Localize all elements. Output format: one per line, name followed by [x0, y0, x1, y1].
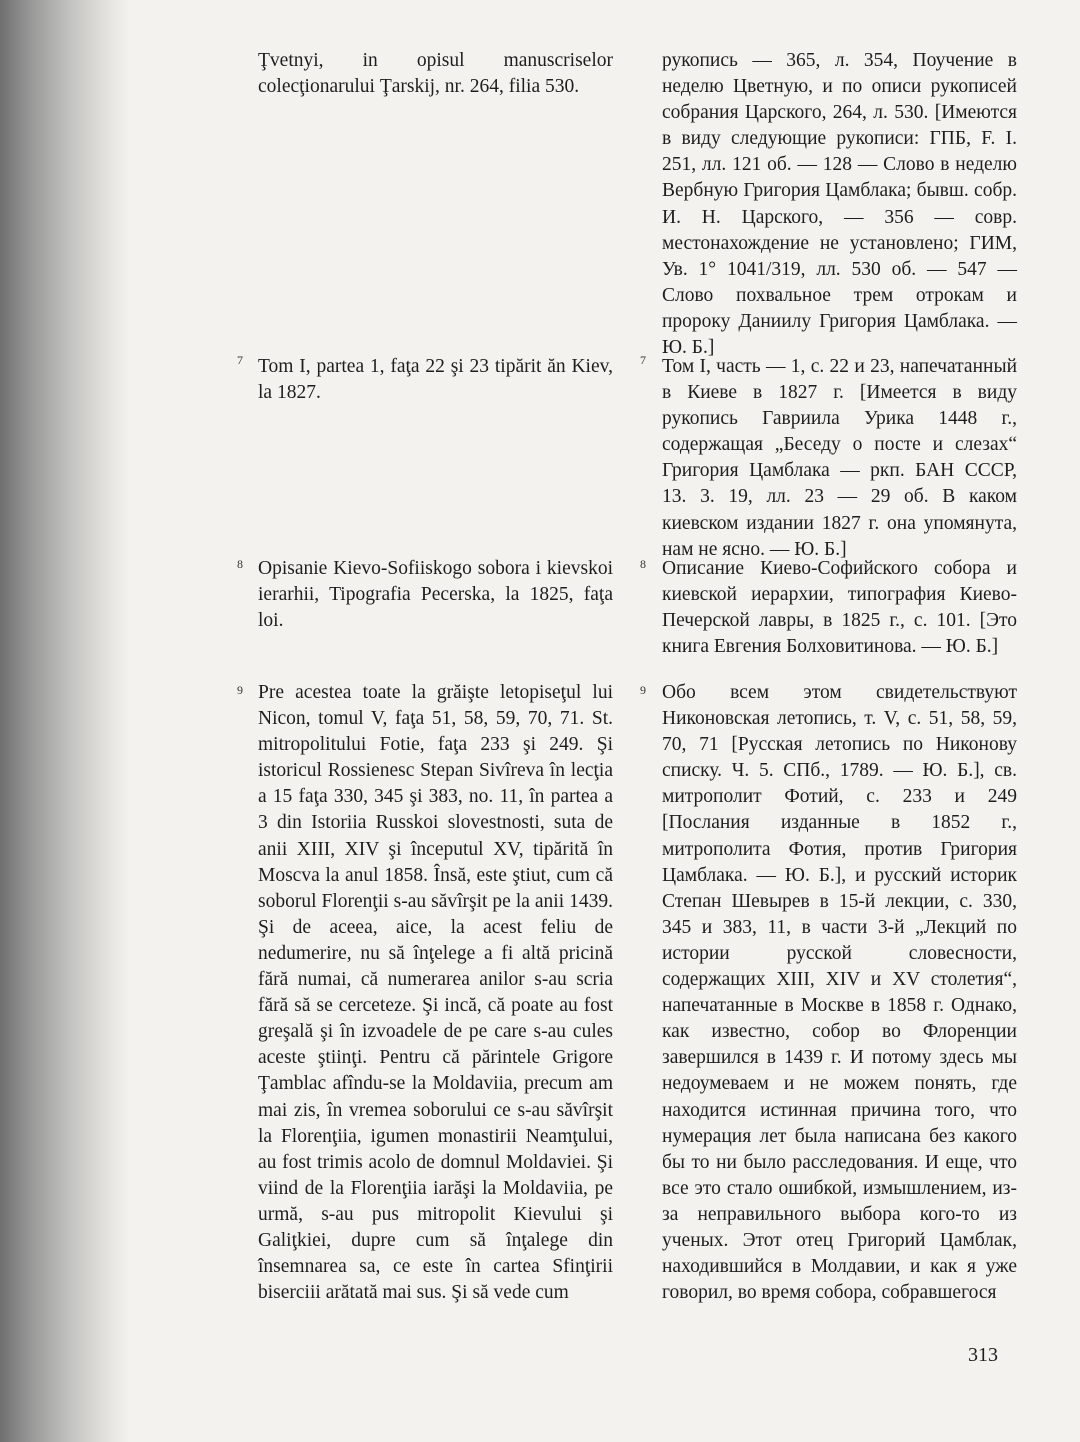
page-number: 313 [968, 1344, 998, 1366]
note-number-9-ro: 9 [237, 683, 243, 697]
romanian-note-9: Pre acestea toate la grăişte letopiseţul lui Nicon, tomul V, faţa 51, 58, 59, 70, 71. St. mitropolitului Fotie, faţa 233 şi 249. Şi istoricul Rossienesc Stepan Sivîreva în lecţia a 15 faţa 330, 345 şi 383, no. 11, în partea a 3 din Istoriia Russkoi slovestnosti, suta de anii XIII, XIV şi începutul XV, tipărită în Moscva la anul 1858. Însă, este ştiut, cum că soborul Florenţii s-au săvîrşit pe la anii 1439. Şi de aceea, aice, la acest feliu de nedumerire, nu să înţelege a fi altă pricină fără numai, că numerarea anilor s-au scria fără să se cerceteze. Şi incă, că poate au fost greşală şi în izvoadele de pe care s-au cules aceste ştiinţi. Pentru că părintele Grigore Ţamblac afîndu-se la Moldaviia, precum am mai zis, în vremea soborului ce s-au săvîrşit la Florenţiia, igumen monastirii Neamţului, au fost trimis acolo de domnul Moldaviei. Şi viind de la Florenţiia iarăşi la Moldaviia, pe urmă, s-au pus mitropolit Kievului şi Galiţkiei, dupre cum să înţalege din însemnarea sa, ce este în cartea Sfinţirii biserciii arătată mai sus. Şi să vede cum [258, 682, 613, 1304]
note-number-9-ru: 9 [640, 683, 646, 697]
note-number-8-ro: 8 [237, 557, 243, 571]
note-number-7-ro: 7 [237, 353, 243, 367]
romanian-note-8: Opisanie Kievo-Sofiiskogo sobora i kievskoi ierarhii, Tipografia Pecerska, la 1825, faţa loi. [258, 558, 613, 632]
russian-note-9: Обо всем этом свидетельствуют Никоновская летопись, т. V, с. 51, 58, 59, 70, 71 [Русская летопись по Никонову списку. Ч. 5. СПб., 1789. — Ю. Б.], св. митрополит Фотий, с. 233 и 249 [Послания изданные в 1852 г., митрополита Фотия, против Григория Цамблака. — Ю. Б.], и русский историк Степан Шевырев в 15-й лекции, с. 330, 345 и 383, 11, в части 3-й „Лекций по истории русской словесности, содержащих XIII, XIV и XV столетия“, напечатанные в Москве в 1858 г. Однако, как известно, собор во Флоренции завершился в 1439 г. И потому здесь мы недоумеваем и не можем понять, где находится истинная причина того, что нумерация лет была написана без какого бы то ни было расследования. И еще, что все это стало ошибкой, измышлением, из-за неправильного выбора кого-то из ученых. Этот отец Григорий Цамблак, находившийся в Молдавии, и как я уже говорил, во время собора, собравшегося [662, 682, 1017, 1304]
note-number-7-ru: 7 [640, 353, 646, 367]
russian-note-7: Том I, часть — 1, с. 22 и 23, напечатанный в Киеве в 1827 г. [Имеется в виду рукопись Гавриила Урика 1448 г., содержащая „Беседу о посте и слезах“ Григория Цамблака — ркп. БАН СССР, 13. 3. 19, лл. 23 — 29 об. В каком киевском издании 1827 г. она упомянута, нам не ясно. — Ю. Б.] [662, 356, 1017, 560]
note-number-8-ru: 8 [640, 557, 646, 571]
russian-note-8: Описание Киево-Софийского собора и киевской иерархии, типография Киево-Печерской лавры, в 1825 г., с. 101. [Это книга Евгения Болховитинова. — Ю. Б.] [662, 558, 1017, 658]
russian-continuation: рукопись — 365, л. 354, Поучение в неделю Цветную, и по описи рукописей собрания Царского, 264, л. 530. [Имеются в виду следующие рукописи: ГПБ, F. I. 251, лл. 121 об. — 128 — Слово в неделю Вербную Григория Цамблака; бывш. собр. И. Н. Царского, — 356 — совр. местонахождение не установлено; ГИМ, Ув. 1° 1041/319, лл. 530 об. — 547 — Слово похвальное трем отрокам и пророку Даниилу Григория Цамблака. — Ю. Б.] [662, 50, 1017, 359]
romanian-note-7: Tom I, partea 1, faţa 22 şi 23 tipărit ăn Kiev, la 1827. [258, 356, 613, 404]
romanian-continuation: Ţvetnyi, in opisul manuscriselor colecţionarului Ţarskij, nr. 264, filia 530. [258, 50, 613, 98]
